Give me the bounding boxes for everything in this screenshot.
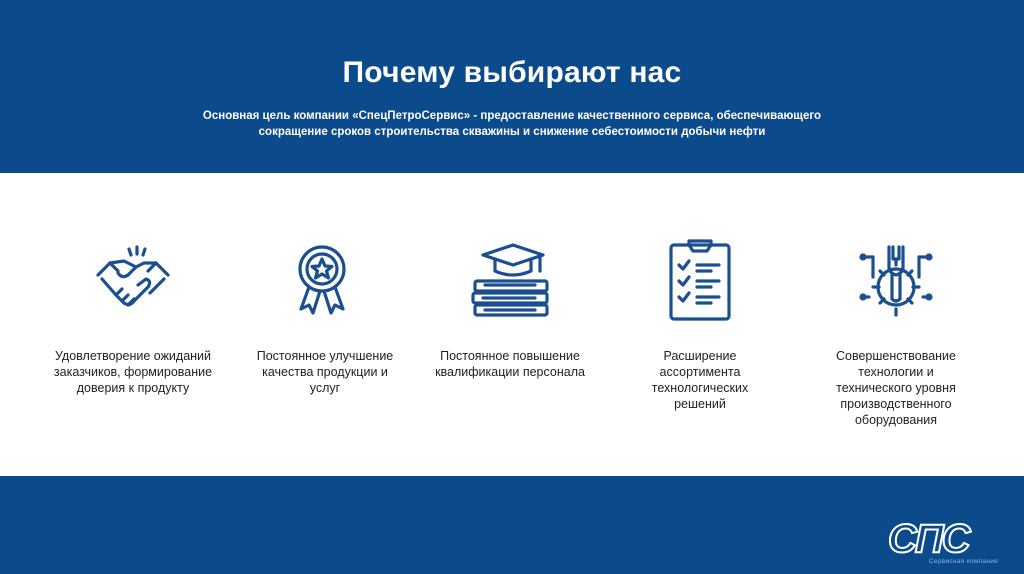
header-banner: [0, 0, 1024, 173]
feature-technology-range: [610, 225, 790, 411]
gear-wrench-icon: [851, 237, 941, 327]
feature-label: Удовлетворение ожиданий заказчиков, формирование доверия к продукту: [53, 349, 213, 395]
feature-label: Постоянное повышение квалификации персонала: [435, 349, 585, 379]
feature-equipment-upgrade: [806, 225, 986, 427]
page-subtitle: Основная цель компании «СпецПетроСервис» - предоставление качественного сервиса, обеспечивающего сокращение сроков строительства скважины и снижение себестоимости добычи нефти: [202, 110, 822, 138]
award-medal-icon: [277, 237, 367, 327]
footer-bar: [0, 476, 1024, 574]
page-title: Почему выбирают нас: [342, 56, 682, 89]
logo-tagline: Сервисная компания: [928, 558, 998, 565]
svg-text:СПС: СПС: [888, 517, 969, 561]
feature-label: Постоянное улучшение качества продукции и услуг: [256, 349, 394, 395]
checklist-clipboard-icon: [655, 237, 745, 327]
feature-staff-training: [420, 225, 600, 379]
features-section: [0, 225, 1024, 445]
feature-label: Расширение ассортимента технологических решений: [651, 349, 749, 411]
handshake-icon: [88, 237, 178, 327]
graduation-books-icon: [465, 237, 555, 327]
feature-quality-improvement: [232, 225, 412, 395]
feature-label: Совершенствование технологии и технического уровня производственного оборудования: [836, 349, 956, 427]
feature-customer-trust: [43, 225, 223, 395]
